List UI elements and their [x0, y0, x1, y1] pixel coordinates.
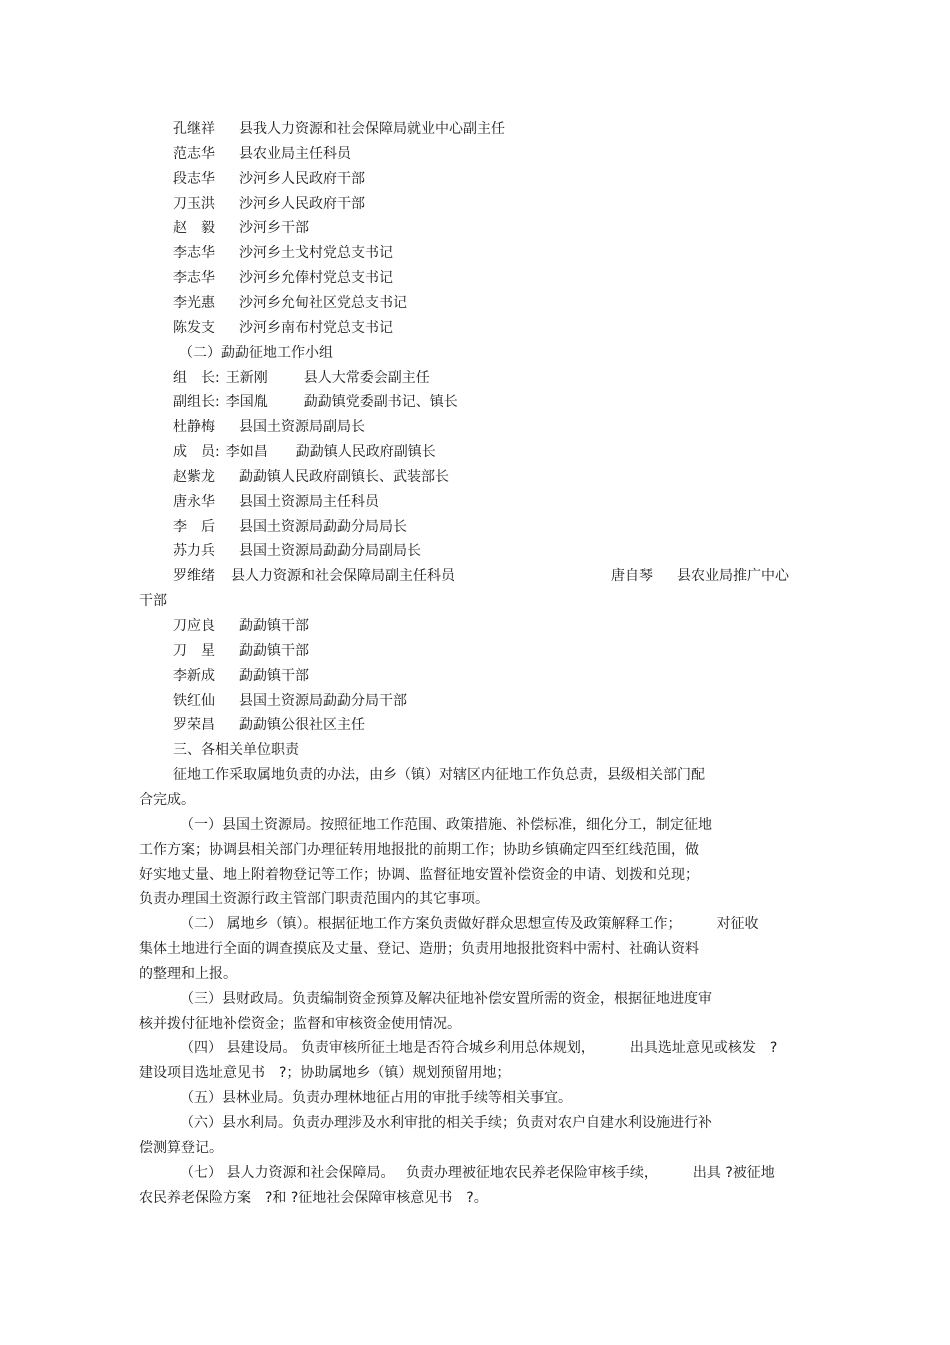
paragraph-line: 工作方案；协调县相关部门办理征转用地报批的前期工作；协助乡镇确定四至红线范围，做	[139, 842, 699, 858]
member-name: 唐永华	[173, 494, 215, 510]
member-name: 孔继祥	[173, 121, 215, 137]
member-title: 沙河乡干部	[239, 220, 309, 236]
member-row	[173, 692, 407, 710]
member-name: 刀玉洪	[173, 196, 215, 212]
member-row	[173, 219, 309, 237]
member-row	[173, 319, 393, 337]
member-lead-row	[173, 443, 436, 461]
member-row	[173, 542, 421, 560]
member-title-wrap: 干部	[139, 593, 167, 609]
member-row	[173, 294, 407, 312]
member-title: 勐勐镇干部	[239, 618, 309, 634]
member-row	[173, 716, 365, 734]
member-name: 铁红仙	[173, 693, 215, 709]
member-title: 县国土资源局勐勐分局副局长	[239, 543, 421, 559]
member-title: 勐勐镇人民政府副镇长、武装部长	[239, 469, 449, 485]
member-row	[173, 642, 309, 660]
member-title: 勐勐镇公很社区主任	[239, 717, 365, 733]
paragraph-line: 偿测算登记。	[139, 1140, 223, 1156]
member-row	[173, 120, 505, 138]
member-title: 县人力资源和社会保障局副主任科员	[231, 568, 455, 584]
paragraph-line: （一）县国土资源局。按照征地工作范围、政策措施、补偿标准，细化分工，制定征地	[180, 817, 712, 833]
leader-role: 组 长:	[173, 370, 220, 386]
member-name: 陈发支	[173, 320, 215, 336]
member-name: 李志华	[173, 245, 215, 261]
member-title: 勐勐镇干部	[239, 668, 309, 684]
member-row	[173, 145, 351, 163]
member-title: 沙河乡土戈村党总支书记	[239, 245, 393, 261]
paragraph-line: 集体土地进行全面的调查摸底及丈量、登记、造册；负责用地报批资料中需村、社确认资料	[139, 941, 699, 957]
paragraph-line: 的整理和上报。	[139, 966, 237, 982]
member-name: 刀应良	[173, 618, 215, 634]
member-name: 杜静梅	[173, 419, 215, 435]
member-name: 段志华	[173, 171, 215, 187]
paragraph-line: 核并拨付征地补偿资金；监督和审核资金使用情况。	[139, 1016, 461, 1032]
member-row	[173, 468, 449, 486]
paragraph-line: 农民养老保险方案 ?和 ?征地社会保障审核意见书 ?。	[139, 1190, 488, 1206]
member-title: 县农业局推广中心	[677, 568, 789, 584]
member-title: 县国土资源局勐勐分局干部	[239, 693, 407, 709]
paragraph-line: （五）县林业局。负责办理林地征占用的审批手续等相关事宜。	[180, 1090, 572, 1106]
member-name: 赵紫龙	[173, 469, 215, 485]
member-row	[173, 170, 365, 188]
member-title: 县农业局主任科员	[239, 146, 351, 162]
member-title: 沙河乡人民政府干部	[239, 171, 365, 187]
member-name: 刀 星	[173, 643, 215, 659]
member-title: 沙河乡允俸村党总支书记	[239, 270, 393, 286]
member-row	[173, 418, 365, 436]
member-role: 成 员:	[173, 444, 220, 460]
paragraph-line: （六）县水利局。负责办理涉及水利审批的相关手续；负责对农户自建水利设施进行补	[180, 1115, 712, 1131]
member-name: 李 后	[173, 519, 215, 535]
member-row	[173, 518, 407, 536]
paragraph-line: （四） 县建设局。 负责审核所征土地是否符合城乡利用总体规划， 出具选址意见或核发 ?	[180, 1040, 778, 1056]
group-heading: （二）勐勐征地工作小组	[179, 345, 333, 361]
leader-role: 副组长:	[173, 394, 220, 410]
paragraph-line: 合完成。	[139, 792, 195, 808]
section-heading: 三、各相关单位职责	[173, 742, 299, 758]
member-row	[173, 269, 393, 287]
member-name: 范志华	[173, 146, 215, 162]
member-name: 李新成	[173, 668, 215, 684]
member-row	[173, 617, 309, 635]
leader-name: 李国胤	[225, 394, 268, 410]
leader-row	[173, 369, 430, 387]
member-title: 沙河乡南布村党总支书记	[239, 320, 393, 336]
member-title: 沙河乡人民政府干部	[239, 196, 365, 212]
paragraph-line: 征地工作采取属地负责的办法，由乡（镇）对辖区内征地工作负总责，县级相关部门配	[173, 767, 705, 783]
member-title: 县国土资源局副局长	[239, 419, 365, 435]
member-name: 赵 毅	[173, 220, 215, 236]
member-title: 县我人力资源和社会保障局就业中心副主任	[239, 121, 505, 137]
paragraph-line: 建设项目选址意见书 ?；协助属地乡（镇）规划预留用地；	[139, 1065, 511, 1081]
member-name: 罗荣昌	[173, 717, 215, 733]
paragraph-line: （三）县财政局。负责编制资金预算及解决征地补偿安置所需的资金，根据征地进度审	[180, 991, 712, 1007]
member-row-double	[173, 567, 455, 585]
leader-title: 县人大常委会副主任	[303, 370, 430, 386]
member-title: 沙河乡允甸社区党总支书记	[239, 295, 407, 311]
member-name: 罗维绪	[173, 568, 215, 584]
paragraph-line: （七） 县人力资源和社会保障局。 负责办理被征地农民养老保险审核手续， 出具 ?被征地	[180, 1165, 775, 1181]
paragraph-line: （二） 属地乡（镇）。根据征地工作方案负责做好群众思想宣传及政策解释工作； 对征收	[180, 916, 759, 932]
member-title: 县国土资源局勐勐分局局长	[239, 519, 407, 535]
member-row	[173, 195, 365, 213]
member-name: 李光惠	[173, 295, 215, 311]
member-title: 勐勐镇人民政府副镇长	[295, 444, 436, 460]
member-name: 唐自琴	[611, 568, 653, 584]
member-title: 勐勐镇干部	[239, 643, 309, 659]
member-name: 李志华	[173, 270, 215, 286]
leader-title: 勐勐镇党委副书记、镇长	[303, 394, 458, 410]
member-name: 李如昌	[225, 444, 268, 460]
leader-name: 王新刚	[225, 370, 268, 386]
member-row	[173, 667, 309, 685]
paragraph-line: 负责办理国土资源行政主管部门职责范围内的其它事项。	[139, 891, 489, 907]
paragraph-line: 好实地丈量、地上附着物登记等工作；协调、监督征地安置补偿资金的申请、划拨和兑现；	[139, 867, 699, 883]
member-title: 县国土资源局主任科员	[239, 494, 379, 510]
member-name: 苏力兵	[173, 543, 215, 559]
member-row	[173, 493, 379, 511]
leader-row	[173, 393, 458, 411]
member-row	[173, 244, 393, 262]
